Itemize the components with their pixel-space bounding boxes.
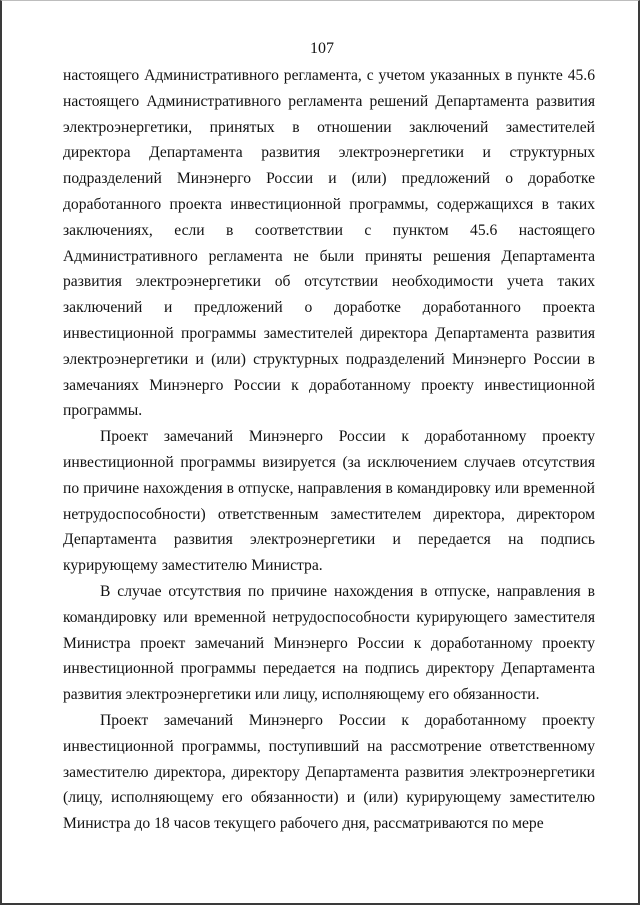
paragraph: В случае отсутствия по причине нахождения в отпуске, направления в командировку или временной нетрудоспособности курирующего заместителя Министра проект замечаний Минэнерго России к доработанному проекту инвестиционной программы передается на подпись директору Департамента развития электроэнергетики или лицу, исполняющему его обязанности.	[63, 582, 595, 704]
paragraph: Проект замечаний Минэнерго России к доработанному проекту инвестиционной программы визируется (за исключением случаев отсутствия по причине нахождения в отпуске, направления в командировку или временной нетрудоспособности) ответственным заместителем директора, директором Департамента развития электроэнергетики и передается на подпись курирующему заместителю Министра.	[63, 428, 595, 575]
paragraph-continued: настоящего Административного регламента, с учетом указанных в пункте 45.6 настоящего Административного регламента решений Департамента развития электроэнергетики, принятых в отношении заключений заместителей директора Департамента развития электроэнергетики и структурных подразделений Минэнерго России и (или) предложений о доработке доработанного проекта инвестиционной программы, содержащихся в таких заключениях, если в соответствии с пунктом 45.6 настоящего Административного регламента не были приняты решения Департамента развития электроэнергетики об отсутствии необходимости учета таких заключений и предложений о доработке доработанного проекта инвестиционной программы заместителей директора Департамента развития электроэнергетики и (или) структурных подразделений Минэнерго России в замечаниях Минэнерго России к доработанному проекту инвестиционной программы.	[63, 67, 595, 420]
document-body	[63, 63, 595, 837]
page-number: 107	[310, 40, 334, 57]
paragraph: Проект замечаний Минэнерго России к доработанному проекту инвестиционной программы, поступивший на рассмотрение ответственному заместителю директора, директору Департамента развития электроэнергетики (лицу, исполняющему его обязанности) и (или) курирующему заместителю Министра до 18 часов текущего рабочего дня, рассматриваются по мере	[63, 711, 595, 833]
